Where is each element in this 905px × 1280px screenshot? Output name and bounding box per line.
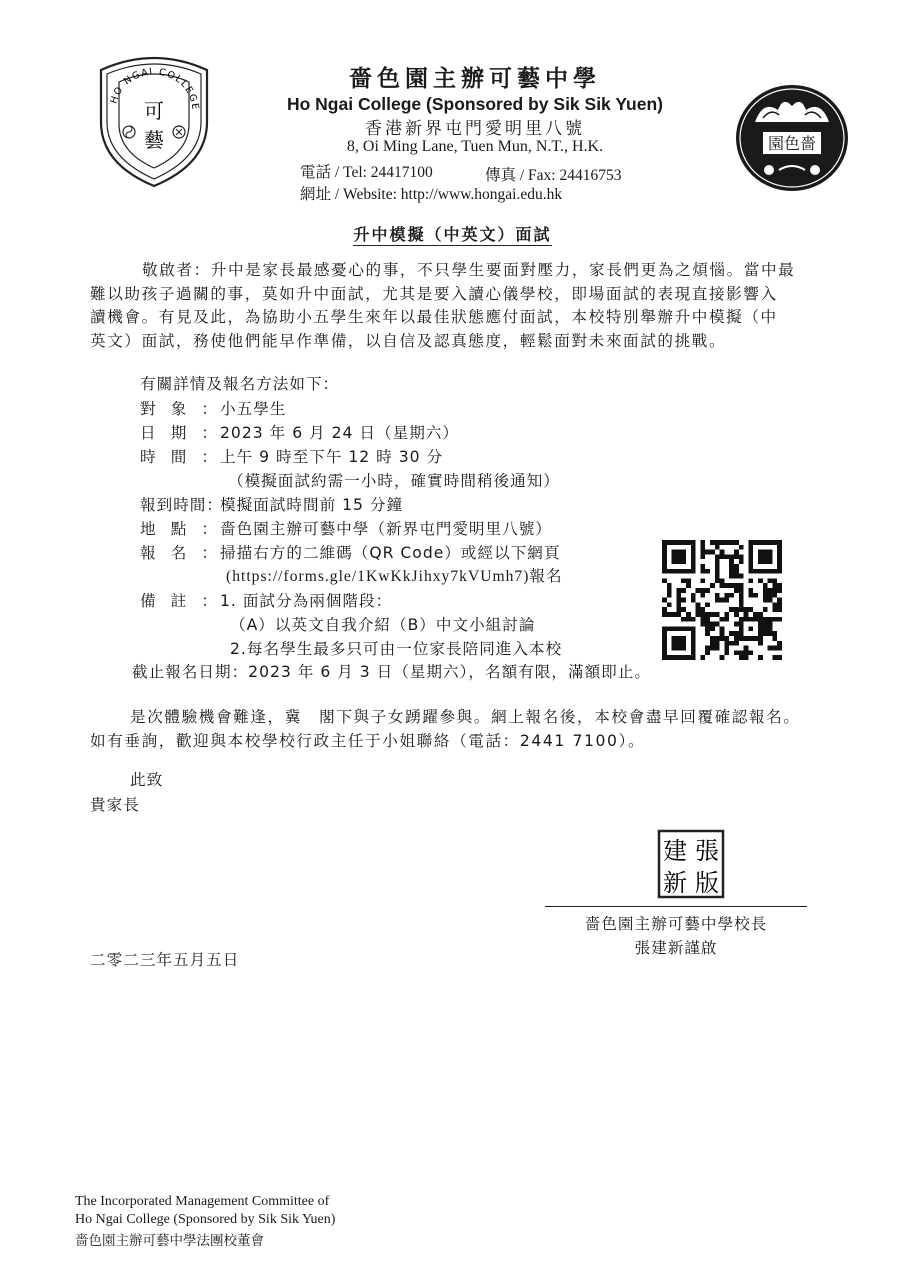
detail-time-note: （模擬面試約需一小時，確實時間稍後通知） bbox=[228, 472, 560, 490]
address-chinese: 香港新界屯門愛明里八號 bbox=[365, 119, 585, 139]
salutation-recipient: 貴家長 bbox=[90, 796, 140, 814]
closing-line: 如有垂詢，歡迎與本校學校行政主任于小姐聯絡（電話：2441 7100）。 bbox=[90, 731, 646, 750]
detail-report-time bbox=[140, 493, 403, 517]
footer-line: The Incorporated Management Committee of bbox=[75, 1194, 330, 1209]
closing-line: 是次體驗機會難逢，冀 閣下與子女踴躍參與。網上報名後，本校會盡早回覆確認報名。 bbox=[130, 708, 801, 726]
crest-ring-text: HO NGAI COLLEGE bbox=[108, 66, 201, 112]
school-name-chinese: 嗇色園主辦可藝中學 bbox=[349, 66, 601, 92]
detail-label: 對象： bbox=[140, 400, 218, 418]
crest-center-top: 可 bbox=[144, 99, 164, 123]
website: 網址 / Website: http://www.hongai.edu.hk bbox=[300, 186, 563, 203]
intro-line: 讀機會。有見及此，為協助小五學生來年以最佳狀態應付面試，本校特別舉辦升中模擬（中 bbox=[90, 308, 778, 326]
detail-apply bbox=[140, 541, 561, 565]
remark1-detail: （A）以英文自我介紹（B）中文小組討論 bbox=[230, 616, 536, 634]
chop-char: 版 bbox=[695, 869, 719, 897]
footer-line: 嗇色園主辦可藝中學法團校董會 bbox=[75, 1233, 264, 1249]
closing-paragraph bbox=[90, 706, 801, 753]
intro-paragraph bbox=[90, 259, 795, 353]
footer-line: Ho Ngai College (Sponsored by Sik Sik Yuen) bbox=[75, 1212, 336, 1227]
details-heading: 有關詳情及報名方法如下： bbox=[140, 375, 340, 393]
crest-center-bottom: 藝 bbox=[144, 128, 164, 152]
salutation-closing: 此致 bbox=[130, 771, 164, 789]
signature-line bbox=[545, 906, 807, 907]
detail-label: 報名： bbox=[140, 544, 218, 562]
detail-remarks bbox=[140, 589, 392, 613]
detail-value: 上午 9 時至下午 12 時 30 分 bbox=[220, 448, 444, 466]
chop-char: 新 bbox=[663, 869, 687, 897]
intro-line: 難以助孩子過關的事，莫如升中面試，尤其是要入讀心儀學校，即場面試的表現直接影響入 bbox=[90, 284, 778, 303]
remark2: 2.每名學生最多只可由一位家長陪同進入本校 bbox=[230, 640, 563, 658]
detail-value: 小五學生 bbox=[220, 400, 287, 418]
letter-date: 二零二三年五月五日 bbox=[90, 951, 240, 969]
detail-label: 備註： bbox=[140, 592, 218, 610]
school-crest-logo bbox=[95, 52, 213, 190]
telephone: 電話 / Tel: 24417100 bbox=[300, 164, 433, 181]
detail-value: 2023 年 6 月 24 日（星期六） bbox=[220, 424, 459, 442]
detail-value: 1. 面試分為兩個階段： bbox=[220, 592, 393, 610]
chop-char: 建 bbox=[663, 837, 687, 865]
detail-value: 掃描右方的二維碼（QR Code）或經以下網頁 bbox=[220, 544, 561, 562]
address-english: 8, Oi Ming Lane, Tuen Mun, N.T., H.K. bbox=[346, 138, 604, 155]
detail-target bbox=[140, 397, 286, 421]
sik-sik-yuen-seal bbox=[733, 82, 851, 194]
school-name-english: Ho Ngai College (Sponsored by Sik Sik Yuen) bbox=[286, 94, 663, 114]
detail-date bbox=[140, 421, 459, 445]
detail-label: 地點： bbox=[140, 520, 218, 538]
principal-chop-stamp bbox=[657, 829, 725, 899]
detail-value: 嗇色園主辦可藝中學（新界屯門愛明里八號） bbox=[220, 520, 552, 538]
qr-code-icon[interactable] bbox=[662, 540, 782, 660]
chop-char: 張 bbox=[695, 837, 719, 865]
detail-label: 時間： bbox=[140, 448, 218, 466]
fax: 傳真 / Fax: 24416753 bbox=[485, 167, 622, 184]
detail-time bbox=[140, 445, 443, 469]
apply-url-link[interactable]: (https://forms.gle/1KwKkJihxy7kVUmh7)報名 bbox=[226, 568, 563, 585]
detail-label: 報到時間： bbox=[140, 496, 223, 514]
signature-name: 張建新謹啟 bbox=[634, 939, 718, 957]
seal-text: 園色嗇 bbox=[767, 134, 817, 153]
detail-label: 日期： bbox=[140, 424, 218, 442]
intro-line: 英文）面試，務使他們能早作準備，以自信及認真態度，輕鬆面對未來面試的挑戰。 bbox=[90, 331, 727, 350]
detail-value: 模擬面試時間前 15 分鐘 bbox=[220, 496, 404, 514]
intro-line: 敬啟者：升中是家長最感憂心的事，不只學生要面對壓力，家長們更為之煩惱。當中最 bbox=[142, 261, 796, 279]
letter-title: 升中模擬（中英文）面試 bbox=[353, 225, 552, 244]
signature-title: 嗇色園主辦可藝中學校長 bbox=[584, 915, 768, 933]
detail-venue bbox=[140, 517, 552, 541]
deadline: 截止報名日期：2023 年 6 月 3 日（星期六），名額有限，滿額即止。 bbox=[132, 663, 651, 681]
